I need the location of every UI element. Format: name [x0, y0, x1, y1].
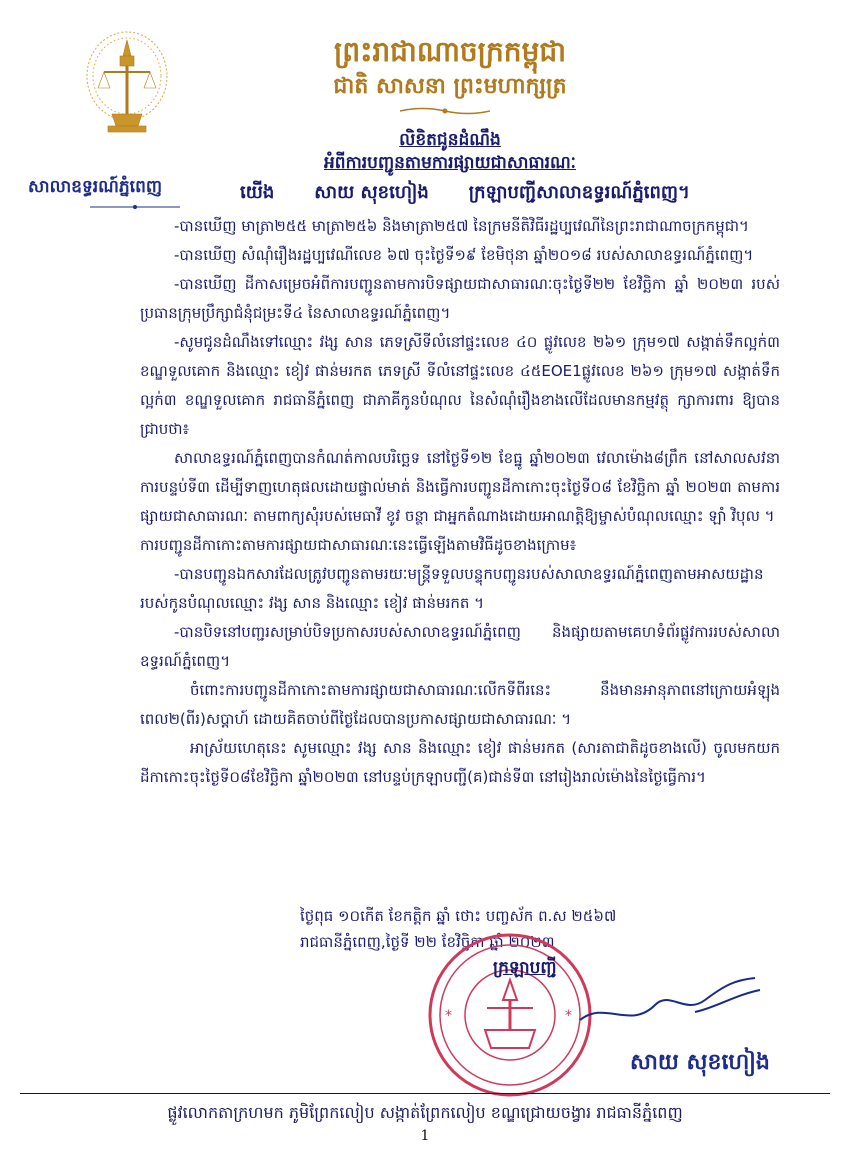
- document-body: [140, 212, 780, 792]
- body-paragraph: -បានឃើញ សំណុំរឿងរដ្ឋប្បវេណីលេខ ៦៧ ចុះថ្ងៃទី១៩ ខែមិថុនា ឆ្នាំ២០១៨ របស់សាលាឧទ្ធរណ៍ភ្នំពេញ។: [174, 246, 754, 264]
- ornament-divider: [400, 106, 490, 116]
- document-title: លិខិតជូនដំណឹង: [399, 130, 501, 150]
- kingdom-heading: ព្រះរាជាណាចក្រកម្ពុជា: [333, 35, 566, 68]
- issuer-pronoun: យើង: [240, 182, 275, 203]
- body-paragraph: -បានឃើញ មាត្រា២៥៥ មាត្រា២៥៦ និងមាត្រា២៥៧ នៃក្រមនីតិវិធីរដ្ឋប្បវេណីនៃព្រះរាជាណាចក្រកម្ពុជា។: [174, 217, 749, 235]
- signer-name: សាយ សុខហៀង: [630, 1050, 770, 1075]
- body-paragraph: អាស្រ័យហេតុនេះ សូមឈ្មោះ វង្ស សាន និងឈ្មោះ ខៀវ ផាន់មរកត (សារតាជាតិដូចខាងលើ) ចូលមកយកដីកាកោះចុះថ្ងៃទី០៨ខែវិច្ឆិកា ឆ្នាំ២០២៣ នៅបន្ទប់ក្រឡាបញ្ជី(គ)ជាន់ទី៣ នៅរៀងរាល់ម៉ោងនៃថ្ងៃធ្វើការ។: [140, 739, 780, 786]
- signer-title: ក្រឡាបញ្ជី: [493, 958, 557, 978]
- solar-date: រាជធានីភ្នំពេញ,ថ្ងៃទី ២២ ខែវិច្ឆិកា ឆ្នាំ ២០២៣: [300, 933, 555, 951]
- body-paragraph: -សូមជូនដំណឹងទៅឈ្មោះ វង្ស សាន ភេទស្រីទីលំនៅផ្ទះលេខ ៤០ ផ្លូវលេខ ២៦១ ក្រុម១៧ សង្កាត់ទឹកល្អក់៣ ខណ្ឌទួលគោក និងឈ្មោះ ខៀវ ផាន់មរកត ភេទស្រី ទីលំនៅផ្ទះលេខ ៤៥EOE1ផ្លូវលេខ ២៦១ ក្រុម១៧ សង្កាត់ទឹកល្អក់៣ ខណ្ឌទួលគោក រាជធានីភ្នំពេញ ជាភាគីកូនបំណុល នៃសំណុំរឿងខាងលើដែលមានកម្មវត្ថុ ក្សាការពារ ឱ្យបានជ្រាបថា៖: [140, 333, 780, 438]
- handwritten-signature: [575, 960, 765, 1040]
- court-name-ornament: [90, 203, 180, 211]
- body-paragraph: ចំពោះការបញ្ជូនដីកាកោះតាមការផ្សាយជាសាធារណៈលើកទីពីរនេះ នឹងមានអានុភាពនៅក្រោយអំឡុងពេល២(ពីរ)សប្តាហ៍ ដោយគិតចាប់ពីថ្ងៃដែលបានប្រកាសផ្សាយជាសាធារណៈ ។: [140, 681, 780, 728]
- national-motto: ជាតិ សាសនា ព្រះមហាក្សត្រ: [333, 74, 567, 99]
- footer-address: ផ្លូវលោកតាក្រហមក ភូមិព្រែកលៀប សង្កាត់ព្រែកលៀប ខណ្ឌជ្រោយចង្វារ រាជធានីភ្នំពេញ: [167, 1103, 683, 1122]
- body-paragraph: ការបញ្ជូនដីកាកោះតាមការផ្សាយជាសាធារណៈនេះធ្វើឡើងតាមវិធីដូចខាងក្រោម៖: [140, 536, 577, 554]
- court-name: សាលាឧទ្ធរណ៍ភ្នំពេញ: [28, 177, 163, 197]
- court-emblem-icon: [82, 26, 172, 146]
- body-paragraph: -បានបិទនៅបញ្ជរសម្រាប់បិទប្រកាសរបស់សាលាឧទ្ធរណ៍ភ្នំពេញ និងផ្សាយតាមគេហទំព័រផ្លូវការរបស់សាលាឧទ្ធរណ៍ភ្នំពេញ។: [140, 623, 780, 670]
- issuer-name: សាយ សុខហៀង: [314, 182, 429, 203]
- body-paragraph: -បានបញ្ជូនឯកសារដែលត្រូវបញ្ជូនតាមរយៈមន្ត្រីទទួលបន្ទុកបញ្ជូនរបស់សាលាឧទ្ធរណ៍ភ្នំពេញតាមអាសយដ្ឋានរបស់កូនបំណុលឈ្មោះ វង្ស សាន និងឈ្មោះ ខៀវ ផាន់មរកត ។: [140, 565, 764, 612]
- body-paragraph: -បានឃើញ ដីកាសម្រេចអំពីការបញ្ជូនតាមការបិទផ្សាយជាសាធារណៈចុះថ្ងៃទី២២ ខែវិច្ឆិកា ឆ្នាំ ២០២៣ របស់ប្រធានក្រុមប្រឹក្សាជំនុំជម្រះទី៤ នៃសាលាឧទ្ធរណ៍ភ្នំពេញ។: [140, 275, 780, 322]
- lunar-date: ថ្ងៃពុធ ១០កើត ខែកត្តិក ឆ្នាំ ថោះ បញ្ចស័ក ព.ស ២៥៦៧: [300, 907, 617, 925]
- svg-text:*: *: [445, 1008, 452, 1024]
- document-subtitle: អំពីការបញ្ជូនតាមការផ្សាយជាសាធារណៈ: [324, 153, 576, 173]
- official-seal-icon: [425, 930, 595, 1100]
- footer-divider: [20, 1093, 830, 1094]
- issuer-position: ក្រឡាបញ្ជីសាលាឧទ្ធរណ៍ភ្នំពេញ។: [468, 182, 690, 203]
- body-paragraph: សាលាឧទ្ធរណ៍ភ្នំពេញបានកំណត់កាលបរិច្ឆេទ នៅថ្ងៃទី១២ ខែធ្នូ ឆ្នាំ២០២៣ វេលាម៉ោង៨ព្រឹក នៅសាលសវនាការបន្ទប់ទី៣ ដើម្បីទាញហេតុផលដោយផ្ទាល់មាត់ និងធ្វើការបញ្ជូនដីកាកោះចុះថ្ងៃទី០៨ ខែវិច្ឆិកា ឆ្នាំ ២០២៣ តាមការផ្សាយជាសាធារណៈ តាមពាក្យសុំរបស់មេធាវី ខូវ ចន្ថា ជាអ្នកតំណាងដោយអាណត្តិឱ្យម្ចាស់បំណុលឈ្មោះ ឡាំ វិបុល ។: [140, 449, 780, 525]
- page-number: 1: [420, 1128, 430, 1144]
- issuer-line: [240, 180, 730, 207]
- svg-text:*: *: [565, 1008, 572, 1024]
